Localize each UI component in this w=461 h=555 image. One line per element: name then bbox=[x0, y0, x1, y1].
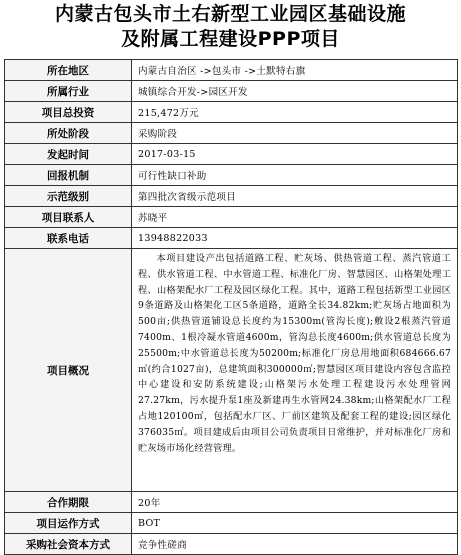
row-value-operation-mode: BOT bbox=[132, 513, 458, 534]
row-label-demo-level: 示范级别 bbox=[5, 186, 132, 207]
row-label-contact-person: 项目联系人 bbox=[5, 207, 132, 228]
row-label-total-investment: 项目总投资 bbox=[5, 102, 132, 123]
row-value-contact-person: 苏晓平 bbox=[132, 207, 458, 228]
title-line-1: 内蒙古包头市土右新型工业园区基础设施 bbox=[54, 3, 406, 25]
table-row bbox=[5, 492, 458, 513]
table-row bbox=[5, 60, 458, 81]
row-value-stage: 采购阶段 bbox=[132, 123, 458, 144]
table-row bbox=[5, 165, 458, 186]
table-row bbox=[5, 513, 458, 534]
table-row bbox=[5, 534, 458, 555]
table-row bbox=[5, 144, 458, 165]
table-row bbox=[5, 102, 458, 123]
row-label-return-mechanism: 回报机制 bbox=[5, 165, 132, 186]
row-value-demo-level: 第四批次省级示范项目 bbox=[132, 186, 458, 207]
row-label-start-date: 发起时间 bbox=[5, 144, 132, 165]
row-label-region: 所在地区 bbox=[5, 60, 132, 81]
row-value-phone: 13948822033 bbox=[132, 228, 458, 249]
document-title bbox=[0, 2, 461, 52]
row-label-cooperation-period: 合作期限 bbox=[5, 492, 132, 513]
title-line-2: 及附属工程建设PPP项目 bbox=[121, 28, 340, 50]
row-label-phone: 联系电话 bbox=[5, 228, 132, 249]
row-value-procurement-method: 竞争性磋商 bbox=[132, 534, 458, 555]
table-row bbox=[5, 228, 458, 249]
table-row bbox=[5, 207, 458, 228]
row-label-stage: 所处阶段 bbox=[5, 123, 132, 144]
project-info-table bbox=[4, 59, 458, 555]
row-value-total-investment: 215,472万元 bbox=[132, 102, 458, 123]
row-label-operation-mode: 项目运作方式 bbox=[5, 513, 132, 534]
table-row bbox=[5, 186, 458, 207]
table-row bbox=[5, 81, 458, 102]
row-value-region: 内蒙古自治区 ->包头市 ->土默特右旗 bbox=[132, 60, 458, 81]
row-value-cooperation-period: 20年 bbox=[132, 492, 458, 513]
table-row-overview bbox=[5, 249, 458, 492]
table-row bbox=[5, 123, 458, 144]
row-label-industry: 所属行业 bbox=[5, 81, 132, 102]
row-value-start-date: 2017-03-15 bbox=[132, 144, 458, 165]
row-value-return-mechanism: 可行性缺口补助 bbox=[132, 165, 458, 186]
row-label-procurement-method: 采购社会资本方式 bbox=[5, 534, 132, 555]
row-value-industry: 城镇综合开发->园区开发 bbox=[132, 81, 458, 102]
row-value-overview: 本项目建设产出包括道路工程、贮灰场、供热管道工程、蒸汽管道工程、供水管道工程、中水管道工程、标准化厂房、智慧园区、山格架处理工程、山格架配水厂工程及园区绿化工程。其中，道路工程包括新型工业园区9条道路及山格架化工区5条道路，道路全长34.82km;贮灰场占地面积为500亩;供热管道铺设总长度约为15300m(管沟长度);敷设2根蒸汽管道7400m、1根冷凝水管道4600m，管沟总长度4600m;供水管道总长度为25500m;中水管道总长度为50200m;标准化厂房总用地面积684666.67㎡(约合1027亩)，总建筑面积300000㎡;智慧园区项目建设内容包含监控中心建设和安防系统建设;山格架污水处理工程建设污水处理管网27.27km，污水提升泵1座及新建再生水管网24.38km;山格架配水厂工程占地120100㎡，包括配水厂区、厂前区建筑及配套工程的建设;园区绿化376035㎡。项目建成后由项目公司负责项目日常维护，并对标准化厂房和贮灰场市场化经营管理。 bbox=[132, 249, 458, 492]
row-label-overview: 项目概况 bbox=[5, 249, 132, 492]
